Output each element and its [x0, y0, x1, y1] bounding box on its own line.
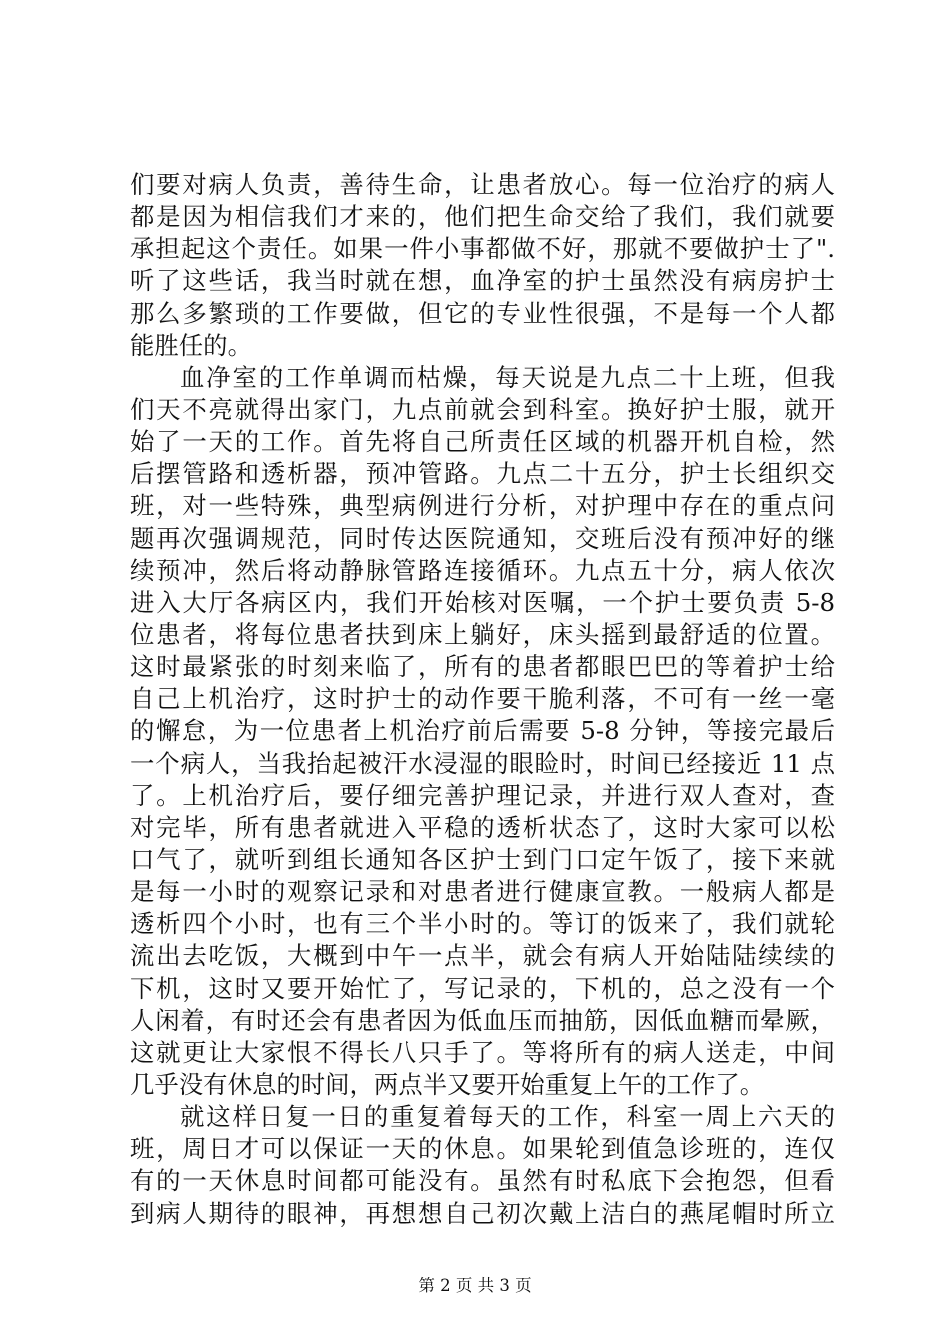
text-line: 自己上机治疗，这时护士的动作要干脆利落，不可有一丝一毫 [130, 684, 835, 714]
text-line: 能胜任的。 [130, 330, 252, 360]
text-line: 下机，这时又要开始忙了，写记录的，下机的，总之没有一个 [130, 973, 835, 1003]
text-line: 流出去吃饭，大概到中午一点半，就会有病人开始陆陆续续的 [130, 941, 835, 971]
text-line: 到病人期待的眼神，再想想自己初次戴上洁白的燕尾帽时所立 [130, 1198, 835, 1228]
text-line: 始了一天的工作。首先将自己所责任区域的机器开机自检，然 [130, 427, 835, 457]
text-line: 题再次强调规范，同时传达医院通知，交班后没有预冲好的继 [130, 523, 835, 553]
text-line: 们要对病人负责，善待生命，让患者放心。每一位治疗的病人 [130, 170, 835, 199]
text-line: 位患者，将每位患者扶到床上躺好，床头摇到最舒适的位置。 [130, 619, 835, 649]
text-line: 们天不亮就得出家门，九点前就会到科室。换好护士服，就开 [130, 394, 835, 424]
text-line: 续预冲，然后将动静脉管路连接循环。九点五十分，病人依次 [130, 555, 835, 585]
text-line: 一个病人，当我抬起被汗水浸湿的眼睑时，时间已经接近 11 点 [130, 748, 835, 778]
text-line: 的懈怠，为一位患者上机治疗前后需要 5-8 分钟，等接完最后 [130, 716, 835, 746]
text-line: 几乎没有休息的时间，两点半又要开始重复上午的工作了。 [130, 1069, 765, 1099]
text-line: 有的一天休息时间都可能没有。虽然有时私底下会抱怨，但看 [130, 1166, 835, 1196]
text-line: 那么多繁琐的工作要做，但它的专业性很强，不是每一个人都 [130, 298, 835, 328]
text-line: 进入大厅各病区内，我们开始核对医嘱，一个护士要负责 5-8 [130, 587, 835, 617]
text-line: 班，对一些特殊，典型病例进行分析，对护理中存在的重点问 [130, 491, 835, 521]
body-text [130, 169, 835, 1230]
paragraph-first-line: 就这样日复一日的重复着每天的工作，科室一周上六天的 [180, 1102, 835, 1132]
paragraph-first-line: 血净室的工作单调而枯燥，每天说是九点二十上班，但我 [180, 362, 835, 392]
text-line: 对完毕，所有患者就进入平稳的透析状态了，这时大家可以松 [130, 812, 835, 842]
text-line: 都是因为相信我们才来的，他们把生命交给了我们，我们就要 [130, 202, 835, 232]
page-number-footer: 第 2 页 共 3 页 [418, 1276, 532, 1295]
text-line: 透析四个小时，也有三个半小时的。等订的饭来了，我们就轮 [130, 909, 835, 939]
text-line: 听了这些话，我当时就在想，血净室的护士虽然没有病房护士 [130, 266, 835, 296]
text-line: 后摆管路和透析器，预冲管路。九点二十五分，护士长组织交 [130, 459, 835, 489]
text-line: 班，周日才可以保证一天的休息。如果轮到值急诊班的，连仅 [130, 1134, 835, 1164]
text-line: 了。上机治疗后，要仔细完善护理记录，并进行双人查对，查 [130, 780, 835, 810]
text-line: 承担起这个责任。如果一件小事都做不好，那就不要做护士了". [130, 234, 835, 264]
text-line: 口气了，就听到组长通知各区护士到门口定午饭了，接下来就 [130, 844, 835, 874]
text-line: 这时最紧张的时刻来临了，所有的患者都眼巴巴的等着护士给 [130, 652, 835, 682]
text-line: 是每一小时的观察记录和对患者进行健康宣教。一般病人都是 [130, 877, 835, 907]
text-line: 人闲着，有时还会有患者因为低血压而抽筋，因低血糖而晕厥， [130, 1005, 835, 1035]
text-line: 这就更让大家恨不得长八只手了。等将所有的病人送走，中间 [130, 1037, 835, 1067]
